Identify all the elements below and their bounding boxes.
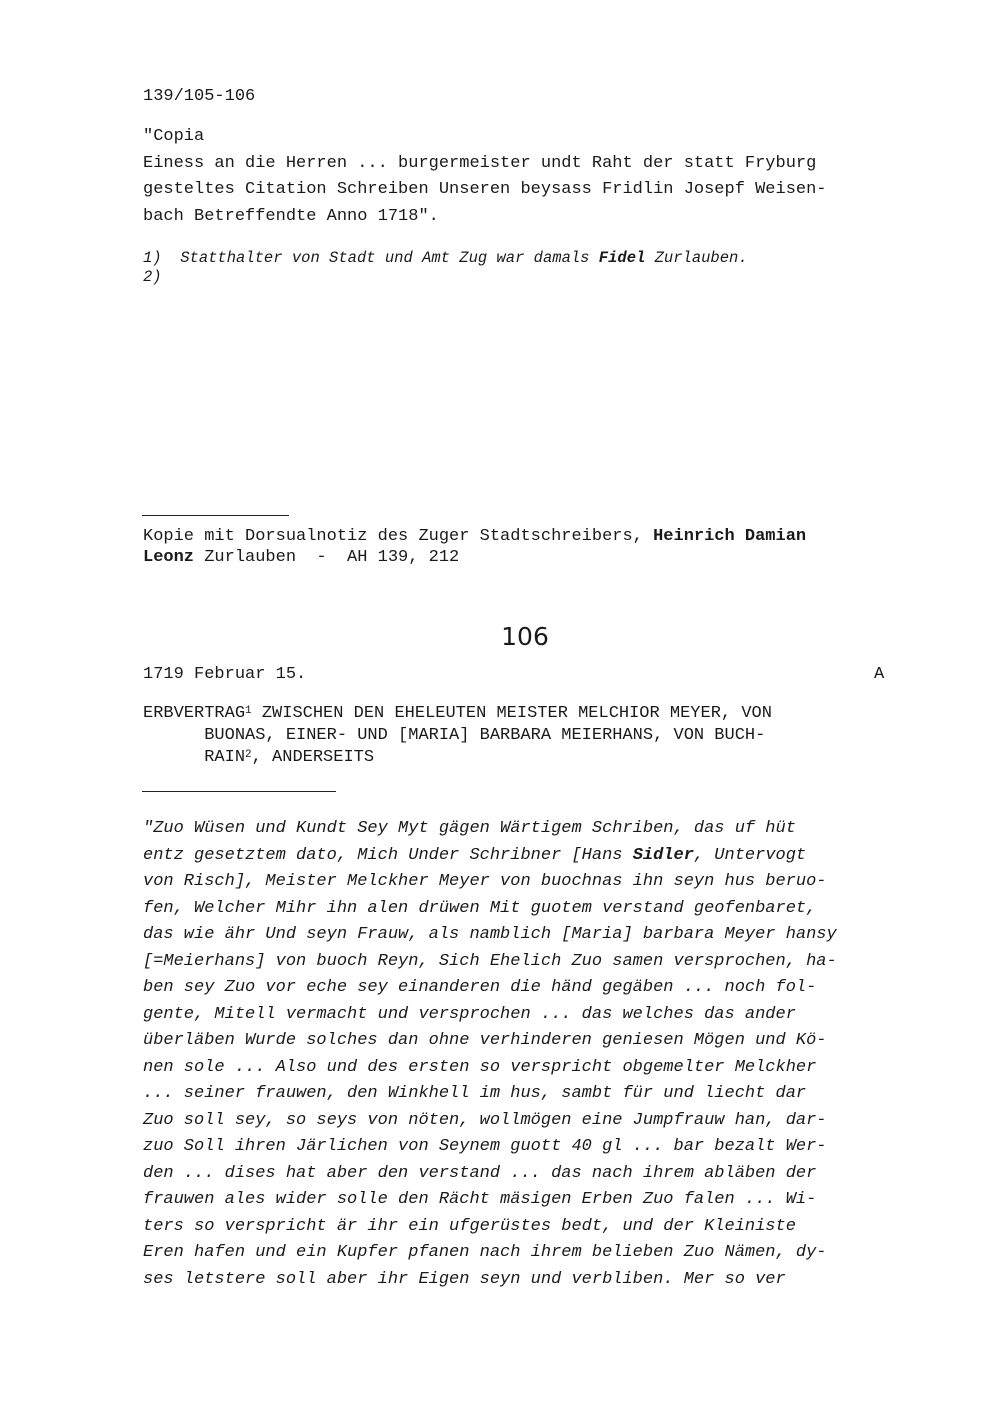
document-number: 106	[501, 622, 549, 651]
body-line: ters so verspricht är ihr ein ufgerüstes bedt, und der Kleiniste	[143, 1216, 796, 1236]
footnote-text: Statthalter von Stadt und Amt Zug war damals	[180, 249, 599, 267]
footnote-bold-name: Fidel	[598, 249, 646, 267]
body-line: das wie ähr Und seyn Frauw, als namblich [Maria] barbara Meyer hansy	[143, 925, 837, 944]
body-line: fen, Welcher Mihr ihn alen drüwen Mit guotem verstand geofenbaret,	[143, 898, 817, 918]
title-text: ERBVERTRAG	[143, 704, 246, 723]
footnote-marker: 1)	[143, 249, 162, 267]
body-text: , Untervogt	[693, 845, 807, 865]
footnote-ref-2: 2	[245, 749, 252, 761]
document-grade: A	[874, 665, 885, 684]
footnote-divider	[142, 515, 289, 516]
title-line: BUONAS, EINER- UND [MARIA] BARBARA MEIERHANS, VON BUCH-	[143, 726, 766, 745]
copia-line: "Copia	[143, 127, 205, 146]
kopie-line	[143, 526, 806, 547]
body-line: den ... dises hat aber den verstand ... das nach ihrem abläben der	[143, 1163, 817, 1183]
body-line: Zuo soll sey, so seys von nöten, wollmögen eine Jumpfrauw han, dar-	[143, 1110, 827, 1130]
kopie-note	[143, 526, 806, 568]
transcription-body	[143, 816, 837, 1293]
kopie-line	[143, 547, 806, 568]
body-line: nen sole ... Also und des ersten so verspricht obgemelter Melckher	[143, 1057, 817, 1077]
reference-number: 139/105-106	[143, 87, 256, 106]
kopie-text: Zurlauben - AH 139, 212	[194, 548, 460, 567]
body-bold-name: Sidler	[632, 845, 694, 865]
footnote-text-end: Zurlauben.	[645, 249, 748, 267]
kopie-bold-name: Heinrich Damian	[653, 527, 807, 546]
body-line: von Risch], Meister Melckher Meyer von buochnas ihn seyn hus beruo-	[143, 872, 827, 891]
kopie-text: Kopie mit Dorsualnotiz des Zuger Stadtschreibers,	[143, 527, 654, 546]
body-line: frauwen ales wider solle den Rächt mäsigen Erben Zuo falen ... Wi-	[143, 1190, 817, 1209]
body-text: entz gesetztem dato, Mich Under Schribner [Hans	[143, 845, 633, 865]
title-text: , ANDERSEITS	[251, 748, 375, 767]
footnote-ref-1: 1	[245, 705, 252, 717]
copia-line: gesteltes Citation Schreiben Unseren beysass Fridlin Josepf Weisen-	[143, 180, 827, 200]
copia-line: Einess an die Herren ... burgermeister undt Raht der statt Fryburg	[143, 153, 817, 173]
title-text: RAIN	[143, 748, 246, 767]
title-line	[143, 703, 772, 725]
title-line	[143, 747, 772, 769]
body-line: [=Meierhans] von buoch Reyn, Sich Ehelich Zuo samen versprochen, ha-	[143, 951, 837, 971]
body-line: ... seiner frauwen, den Winkhell im hus, sambt für und liecht dar	[143, 1084, 807, 1103]
footnote-marker: 2)	[143, 268, 162, 286]
kopie-bold-name: Leonz	[143, 548, 195, 567]
body-line: zuo Soll ihren Järlichen von Seynem guott 40 gl ... bar bezalt Wer-	[143, 1137, 827, 1156]
document-date: 1719 Februar 15.	[143, 665, 307, 684]
copia-line: bach Betreffendte Anno 1718".	[143, 207, 439, 227]
body-line: überläben Wurde solches dan ohne verhinderen geniesen Mögen und Kö-	[143, 1031, 827, 1050]
title-text: ZWISCHEN DEN EHELEUTEN MEISTER MELCHIOR MEYER, VON	[251, 704, 772, 723]
body-line	[143, 843, 837, 870]
footnote-2	[143, 268, 748, 287]
copia-text	[143, 124, 827, 231]
footnotes	[143, 249, 748, 287]
footnote-1	[143, 249, 748, 268]
body-line: "Zuo Wüsen und Kundt Sey Myt gägen Wärtigem Schriben, das uf hüt	[143, 819, 796, 838]
title-divider	[142, 791, 336, 792]
document-title	[143, 703, 772, 769]
body-line: Eren hafen und ein Kupfer pfanen nach ihrem belieben Zuo Nämen, dy-	[143, 1243, 827, 1262]
body-line: ben sey Zuo vor eche sey einanderen die händ gegäben ... noch fol-	[143, 978, 817, 997]
body-line: ses letstere soll aber ihr Eigen seyn und verbliben. Mer so ver	[143, 1269, 786, 1289]
body-line: gente, Mitell vermacht und versprochen ... das welches das ander	[143, 1004, 796, 1024]
